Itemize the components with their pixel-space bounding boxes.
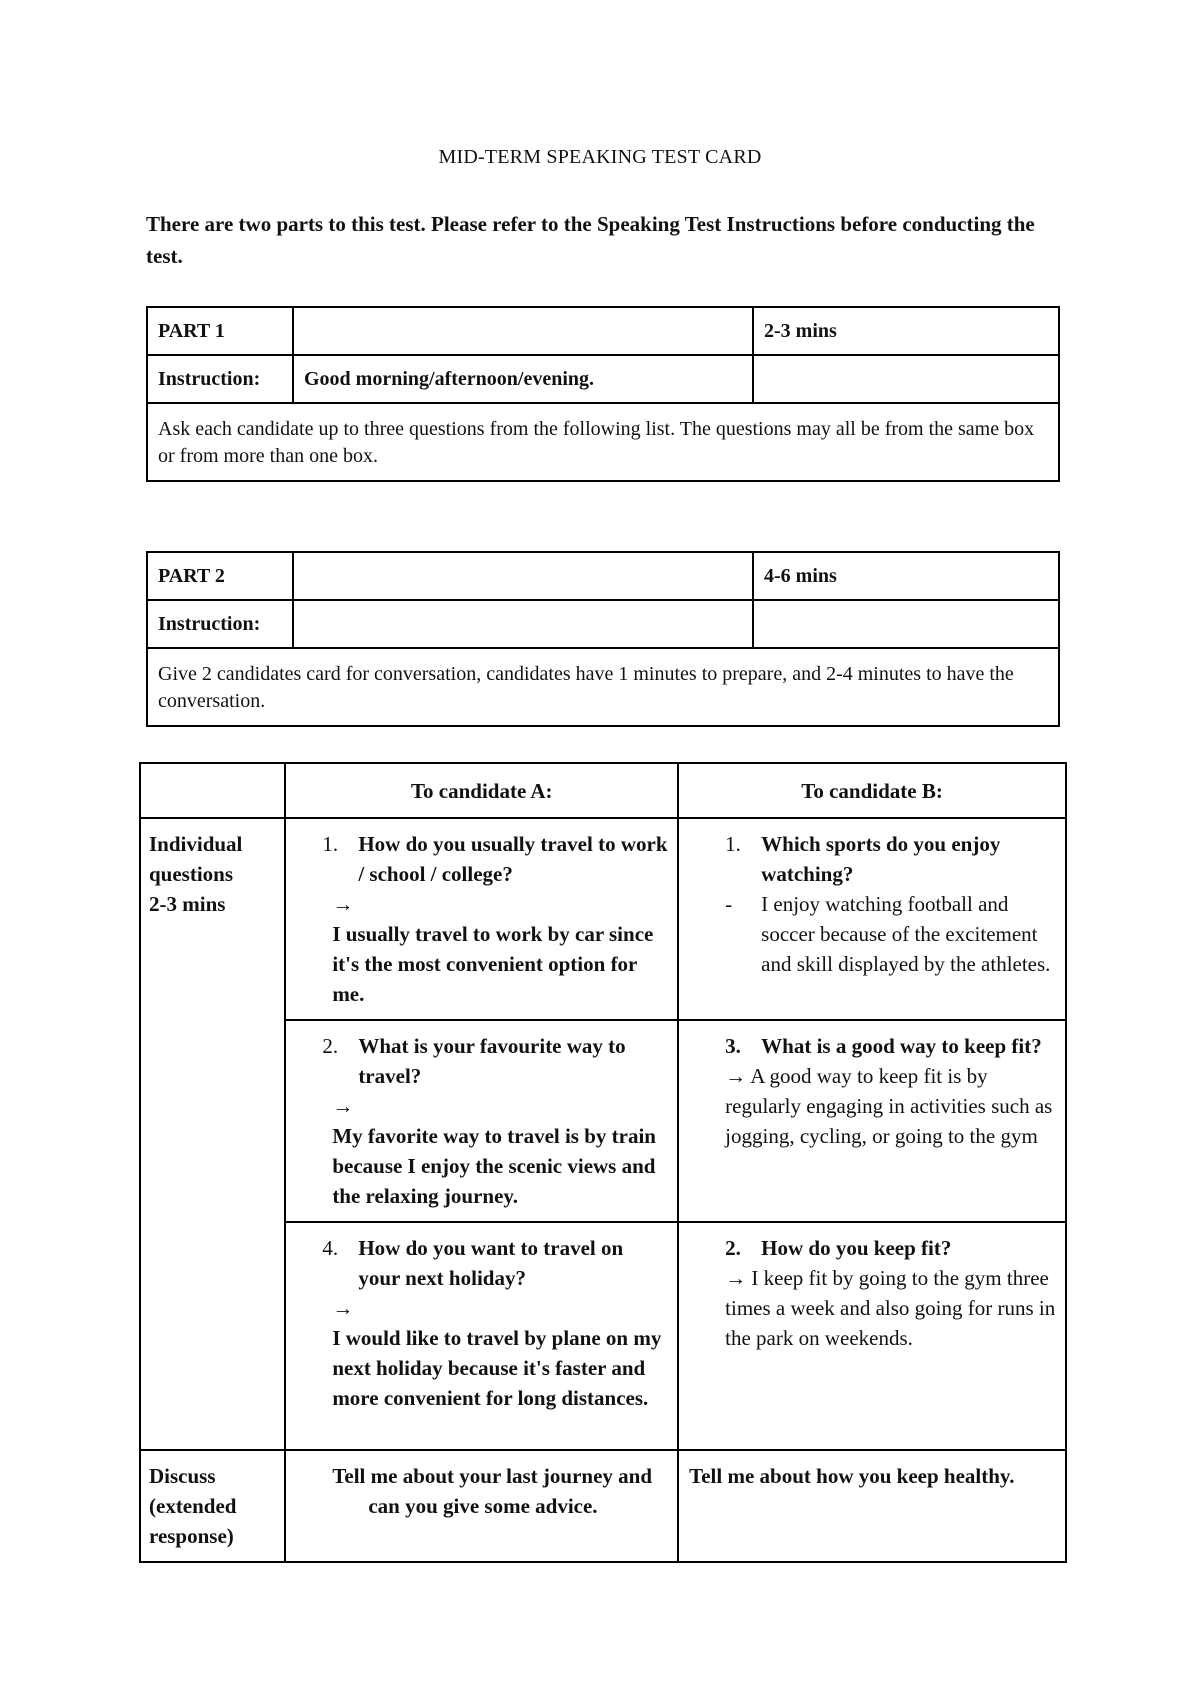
part2-table: [146, 551, 1060, 727]
arrow-icon: →: [725, 1266, 747, 1290]
question-text: What is your favourite way to travel?: [358, 1034, 626, 1088]
candidate-b-question-2: [678, 1222, 1066, 1450]
answer-text: I would like to travel by plane on my next holiday because it's faster and more convenient for long distances.: [332, 1326, 662, 1410]
answer-text: A good way to keep fit is by regularly engaging in activities such as jogging, cycling, or going to the gym: [725, 1064, 1053, 1148]
label-line: (extended: [149, 1494, 237, 1518]
answer-text: I enjoy watching football and soccer because of the excitement and skill displayed by the athletes.: [761, 892, 1051, 976]
label-line: response): [149, 1524, 234, 1548]
candidate-a-question-4: [285, 1222, 678, 1450]
question-text: How do you keep fit?: [761, 1236, 952, 1260]
candidate-a-question-1: [285, 818, 678, 1020]
answer-text: I usually travel to work by car since it's the most convenient option for me.: [332, 922, 654, 1006]
intro-text: There are two parts to this test. Please refer to the Speaking Test Instructions before conducting the test.: [146, 212, 1035, 268]
part2-note: Give 2 candidates card for conversation, candidates have 1 minutes to prepare, and 2-4 minutes to have the conversation.: [147, 648, 1059, 726]
part2-label: PART 2: [147, 552, 293, 600]
arrow-icon: →: [332, 1296, 354, 1320]
question-number: 4.: [322, 1236, 339, 1260]
individual-questions-label: [140, 818, 285, 1450]
candidate-a-question-2: [285, 1020, 678, 1222]
discuss-candidate-a: Tell me about your last journey and can you give some advice.: [285, 1450, 678, 1562]
question-number: 2.: [725, 1236, 741, 1260]
part1-note: Ask each candidate up to three questions from the following list. The questions may all be from the same box or from more than one box.: [147, 403, 1059, 481]
candidate-b-question-3: [678, 1020, 1066, 1222]
answer-text: My favorite way to travel is by train because I enjoy the scenic views and the relaxing journey.: [332, 1124, 656, 1208]
candidate-table: [139, 762, 1067, 1563]
question-text: Which sports do you enjoy watching?: [761, 832, 1001, 886]
discuss-candidate-b: Tell me about how you keep healthy.: [678, 1450, 1066, 1562]
label-line: questions: [149, 862, 234, 886]
part2-blank: [293, 552, 753, 600]
label-line: 2-3 mins: [149, 892, 226, 916]
question-text: What is a good way to keep fit?: [761, 1034, 1042, 1058]
question-number: 1.: [322, 832, 339, 856]
part1-instruction-label: Instruction:: [147, 355, 293, 403]
arrow-icon: →: [332, 892, 354, 916]
arrow-icon: →: [725, 1064, 747, 1088]
part1-table: [146, 306, 1060, 482]
part1-instruction: Good morning/afternoon/evening.: [293, 355, 753, 403]
arrow-icon: →: [332, 1094, 354, 1118]
part2-instruction-label: Instruction:: [147, 600, 293, 648]
question-number: 1.: [725, 832, 741, 856]
question-text: How do you usually travel to work / school / college?: [358, 832, 668, 886]
part1-time: 2-3 mins: [753, 307, 1059, 355]
label-line: Discuss: [149, 1464, 216, 1488]
answer-text: I keep fit by going to the gym three times a week and also going for runs in the park on weekends.: [725, 1266, 1056, 1350]
question-number: 2.: [322, 1034, 339, 1058]
part2-instruction-blank: [753, 600, 1059, 648]
question-number: 3.: [725, 1034, 741, 1058]
label-line: Individual: [149, 832, 243, 856]
part2-time: 4-6 mins: [753, 552, 1059, 600]
header-candidate-a: To candidate A:: [285, 763, 678, 818]
part2-instruction: [293, 600, 753, 648]
part1-blank: [293, 307, 753, 355]
question-text: How do you want to travel on your next holiday?: [358, 1236, 624, 1290]
corner-cell: [140, 763, 285, 818]
discuss-label: [140, 1450, 285, 1562]
page-title: MID-TERM SPEAKING TEST CARD: [438, 146, 762, 168]
part1-label: PART 1: [147, 307, 293, 355]
header-candidate-b: To candidate B:: [678, 763, 1066, 818]
dash-marker: -: [725, 892, 733, 916]
candidate-b-question-1: [678, 818, 1066, 1020]
part1-instruction-blank: [753, 355, 1059, 403]
